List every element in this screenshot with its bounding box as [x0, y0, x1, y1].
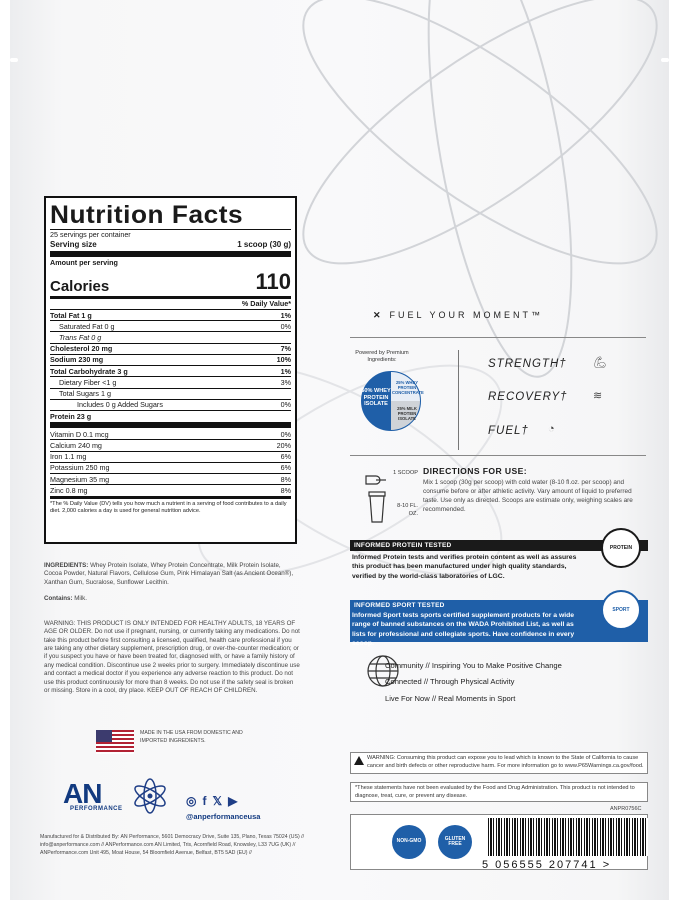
nf-row-dv: 10% — [276, 355, 291, 365]
informed-protein-text: Informed Protein tests and verifies protein content as well as assures this product has been manufactured under high quality standards, verified by the world-class laboratories of LGC. — [352, 554, 577, 580]
directions-title: DIRECTIONS FOR USE: — [423, 466, 528, 476]
recovery-icon: ≋ — [593, 390, 604, 402]
informed-sport-header: INFORMED SPORT TESTED — [350, 600, 648, 611]
community-item: Live For Now // Real Moments in Sport — [385, 693, 516, 703]
nf-row: Cholesterol 20 mg — [50, 344, 113, 354]
vitamin-dv: 6% — [280, 452, 291, 462]
nf-row-dv: 3% — [280, 377, 291, 387]
divider — [350, 455, 646, 456]
social-handle[interactable]: @anperformanceusa — [186, 812, 261, 821]
nf-row: Trans Fat 0 g — [59, 332, 102, 342]
informed-sport-seal-icon: SPORT — [601, 590, 641, 630]
nf-row-dv: 1% — [280, 366, 291, 376]
nf-row-dv: 1% — [280, 310, 291, 320]
nf-row-dv: 0% — [280, 321, 291, 331]
informed-protein-seal-icon: PROTEIN — [601, 528, 641, 568]
nf-row: Dietary Fiber <1 g — [59, 377, 117, 387]
product-code: ANPR0756C — [610, 806, 642, 812]
vitamin-row: Potassium 250 mg — [50, 463, 110, 473]
directions-text: Mix 1 scoop (30g per scoop) with cold water (8-10 fl.oz. per scoop) and consume before or after athletic activity. Vary amount of liquid to preferred taste. Use only as directed. Scoops are estimate only, weighing scales are recommended. — [423, 479, 633, 513]
nf-row: Protein 23 g — [50, 411, 92, 421]
instagram-icon[interactable]: ◎ — [186, 794, 197, 808]
contains-text: Milk. — [72, 595, 87, 603]
vitamin-row: Zinc 0.8 mg — [50, 485, 88, 495]
divider — [350, 337, 646, 338]
warning-text: WARNING: THIS PRODUCT IS ONLY INTENDED FOR HEALTHY ADULTS, 18 YEARS OF AGE OR OLDER. Do not use if pregnant, nursing, or currently taking any medications. Do not take this product before first consulting a licensed, qualified, health care professional if you are taking any other dietary supplement, prescription drug, or over-the-counter medication; or if you suspect you have or have been treated for, diagnosed with, or have a family history of any medical condition. Discontinue use 2 weeks prior to surgery. Immediately discontinue use and contact a medical doctor if you experience any adverse reaction to this product. Do not use this product continuously for more than 8 weeks. Do not use if the safety seal is broken or missing. Store in a cool, dry place. KEEP OUT OF REACH OF CHILDREN. — [44, 620, 300, 694]
vitamin-row: Vitamin D 0.1 mcg — [50, 429, 109, 439]
nf-row: Saturated Fat 0 g — [59, 321, 115, 331]
gauge-icon: ◔ — [548, 423, 556, 435]
community-item: Connected // Through Physical Activity — [385, 677, 515, 687]
youtube-icon[interactable]: ▶ — [228, 794, 238, 808]
vitamin-dv: 20% — [276, 440, 291, 450]
vertical-divider — [458, 350, 459, 450]
muscle-icon: 💪︎ — [593, 357, 608, 369]
serving-size-value: 1 scoop (30 g) — [237, 239, 291, 249]
x-icon[interactable]: 𝕏 — [212, 794, 223, 808]
directions-block — [423, 466, 648, 515]
pie-main-label: 50% WHEY PROTEIN ISOLATE — [361, 388, 391, 408]
ingredients-block — [44, 562, 300, 604]
usa-flag-icon — [96, 730, 134, 754]
ingredients-text: Whey Protein Isolate, Whey Protein Concentrate, Milk Protein Isolate, Cocoa Powder, Natural Flavors, Cellulose Gum, Pink Himalayan Salt (as Ancient Ocean®), Xanthan Gum, Sucralose, Sunflower Lecithin. — [44, 562, 294, 586]
scoop-label: 1 SCOOP — [393, 470, 418, 476]
fda-disclaimer: *These statements have not been evaluated by the Food and Drug Administration. This product is not intended to diagnose, treat, cure, or prevent any disease. — [350, 782, 648, 802]
ingredients-label: INGREDIENTS: — [44, 562, 89, 569]
barcode — [488, 818, 648, 856]
warning-triangle-icon — [354, 756, 364, 765]
nf-row: Sodium 230 mg — [50, 355, 104, 365]
benefit-label: STRENGTH† — [488, 358, 567, 370]
nf-row-dv: 7% — [280, 344, 291, 354]
nutrition-title: Nutrition Facts — [50, 201, 244, 229]
gluten-free-badge-icon: GLUTEN FREE — [438, 825, 472, 859]
social-icons — [186, 794, 237, 808]
barcode-number: 5 056555 207741 > — [482, 859, 612, 871]
vitamin-dv: 6% — [280, 463, 291, 473]
tagline-text: FUEL YOUR MOMENT™ — [389, 310, 544, 320]
made-in-usa-text: MADE IN THE USA FROM DOMESTIC AND IMPORTED INGREDIENTS. — [140, 730, 243, 744]
serving-size-label: Serving size — [50, 239, 97, 249]
nf-row: Total Carbohydrate 3 g — [50, 366, 128, 376]
benefit-strength — [488, 357, 608, 370]
informed-sport-text: Informed Sport tests sports certified supplement products for a wide range of banned substances on the WADA Prohibited List, as well as lists for professional and collegiate sports. Have confidence in every scoop. — [352, 612, 575, 648]
community-item: Community // Inspiring You to Make Positive Change — [385, 661, 562, 670]
nf-row-dv: 0% — [280, 400, 291, 410]
facebook-icon[interactable]: f — [202, 794, 207, 808]
pie-b-label: 25% MILK PROTEIN ISOLATE — [397, 406, 417, 422]
vitamin-row: Magnesium 35 mg — [50, 474, 110, 484]
contains-label: Contains: — [44, 595, 73, 603]
nutrition-facts-panel — [44, 196, 297, 544]
brand-sub: PERFORMANCE — [70, 806, 123, 812]
vitamin-dv: 0% — [280, 429, 291, 439]
community-list — [385, 658, 562, 707]
brand-logo: AN — [63, 778, 102, 809]
vitamin-row: Iron 1.1 mg — [50, 452, 87, 462]
x-mark-icon: ✕ — [373, 310, 384, 320]
vitamin-dv: 8% — [280, 485, 291, 495]
vitamin-dv: 8% — [280, 474, 291, 484]
servings-per-container: 25 servings per container — [50, 230, 131, 239]
nf-row: Includes 0 g Added Sugars — [77, 400, 163, 410]
dv-header: % Daily Value* — [241, 299, 291, 309]
manufacturer-text: Manufactured for & Distributed By: AN Performance, 5601 Democracy Drive, Suite 135, Plano, Texas 75024 (US) // info@anperformance.com // ANPerformance.com AN Limited, Tris, Acornfield Road, Knowsley, L33 7UG (UK) // ANPerformance.com Unit 495, Moat House, 54 Bloomfield Avenue, Belfast, BT5 5AD (EU) // — [40, 834, 305, 857]
prop65-warning: WARNING: Consuming this product can expose you to lead which is known to the State of California to cause cancer and birth defects or other reproductive harm. For more information go to www.P65Warnings.ca.gov/food. — [350, 752, 648, 774]
informed-protein-header: INFORMED PROTEIN TESTED — [350, 540, 648, 551]
nf-row: Total Sugars 1 g — [59, 389, 111, 399]
calories-value: 110 — [255, 268, 291, 294]
tagline — [373, 310, 543, 321]
powered-by-text: Powered by Premium Ingredients: — [355, 350, 409, 363]
nutrition-footnote: *The % Daily Value (DV) tells you how much a nutrient in a serving of food contributes to a daily diet. 2,000 calories a day is used for general nutrition advice. — [50, 500, 287, 514]
calories-label: Calories — [50, 277, 110, 295]
atom-logo-icon — [130, 776, 170, 816]
benefit-recovery — [488, 390, 604, 403]
non-gmo-badge-icon: NON-GMO — [392, 825, 426, 859]
pie-a-label: 25% WHEY PROTEIN CONCENTRATE — [392, 380, 424, 396]
oz-label: 8-10 FL. OZ. — [397, 503, 418, 517]
benefit-fuel — [488, 423, 556, 437]
benefit-label: FUEL† — [488, 425, 529, 437]
benefit-label: RECOVERY† — [488, 391, 568, 403]
nf-row: Total Fat 1 g — [50, 310, 92, 320]
vitamin-row: Calcium 240 mg — [50, 440, 102, 450]
amount-per-serving: Amount per serving — [50, 258, 118, 268]
